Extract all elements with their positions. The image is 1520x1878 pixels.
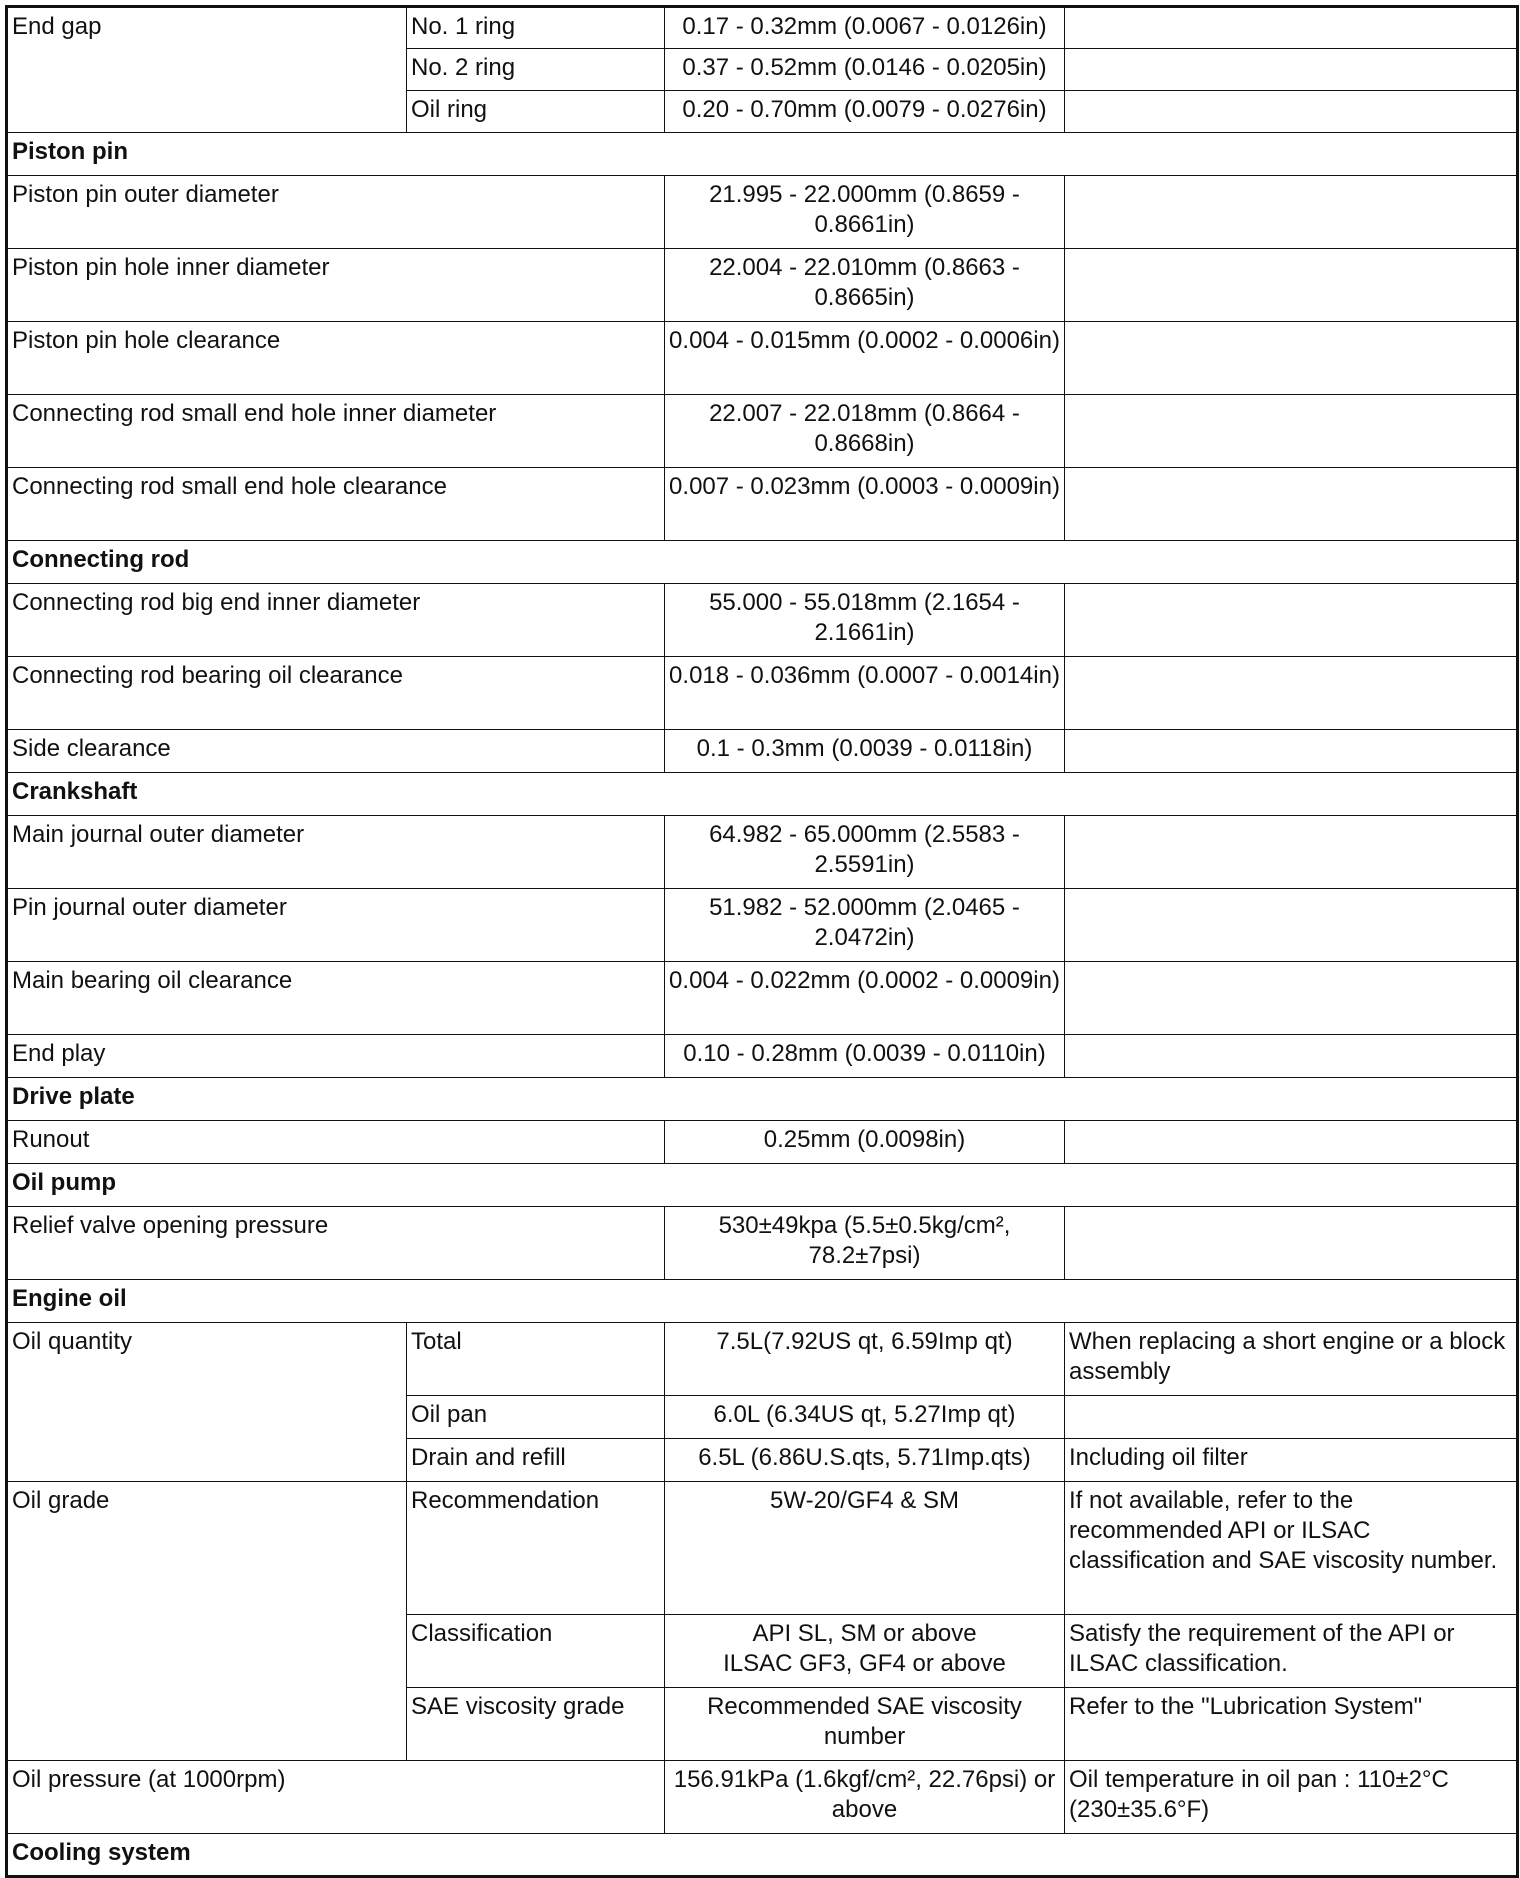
spec-note: Oil temperature in oil pan : 110±2°C (230±35.6°F)	[1065, 1761, 1518, 1834]
table-row	[7, 176, 1518, 249]
sub-label: Total	[407, 1323, 665, 1396]
spec-note	[1065, 584, 1518, 657]
sub-label: Classification	[407, 1615, 665, 1688]
sub-label: Oil pan	[407, 1396, 665, 1439]
table-row	[7, 1323, 1518, 1396]
row-label: Main bearing oil clearance	[7, 962, 665, 1035]
spec-value: 530±49kpa (5.5±0.5kg/cm², 78.2±7psi)	[665, 1207, 1065, 1280]
row-label: Pin journal outer diameter	[7, 889, 665, 962]
table-row	[7, 322, 1518, 395]
section-title-engine-oil: Engine oil	[7, 1280, 1518, 1323]
table-row	[7, 889, 1518, 962]
table-row	[7, 657, 1518, 730]
spec-value: 156.91kPa (1.6kgf/cm², 22.76psi) or above	[665, 1761, 1065, 1834]
spec-value: 0.37 - 0.52mm (0.0146 - 0.0205in)	[665, 49, 1065, 91]
spec-value-line: API SL, SM or above	[752, 1620, 977, 1647]
sub-label: SAE viscosity grade	[407, 1688, 665, 1761]
spec-value: 0.17 - 0.32mm (0.0067 - 0.0126in)	[665, 7, 1065, 49]
row-label: End gap	[7, 7, 407, 133]
spec-value: 0.018 - 0.036mm (0.0007 - 0.0014in)	[665, 657, 1065, 730]
spec-value: 55.000 - 55.018mm (2.1654 - 2.1661in)	[665, 584, 1065, 657]
spec-note	[1065, 322, 1518, 395]
sub-label: Recommendation	[407, 1482, 665, 1615]
row-label: Runout	[7, 1121, 665, 1164]
table-row	[7, 1761, 1518, 1834]
sub-label: Drain and refill	[407, 1439, 665, 1482]
spec-value: 0.1 - 0.3mm (0.0039 - 0.0118in)	[665, 730, 1065, 773]
table-row	[7, 249, 1518, 322]
spec-value: 22.004 - 22.010mm (0.8663 - 0.8665in)	[665, 249, 1065, 322]
spec-note	[1065, 1396, 1518, 1439]
spec-sheet	[5, 5, 1516, 1866]
row-label: Oil quantity	[7, 1323, 407, 1482]
spec-note	[1065, 468, 1518, 541]
spec-value-line: ILSAC GF3, GF4 or above	[723, 1650, 1006, 1677]
spec-note	[1065, 816, 1518, 889]
table-row	[7, 730, 1518, 773]
spec-note	[1065, 249, 1518, 322]
row-label: Side clearance	[7, 730, 665, 773]
section-row	[7, 1280, 1518, 1323]
section-row	[7, 1078, 1518, 1121]
table-row	[7, 468, 1518, 541]
row-label: Main journal outer diameter	[7, 816, 665, 889]
row-label: Piston pin outer diameter	[7, 176, 665, 249]
spec-note	[1065, 889, 1518, 962]
spec-value: 6.0L (6.34US qt, 5.27Imp qt)	[665, 1396, 1065, 1439]
spec-note	[1065, 49, 1518, 91]
table-row	[7, 1121, 1518, 1164]
spec-note	[1065, 730, 1518, 773]
table-row	[7, 1207, 1518, 1280]
spec-note: If not available, refer to the recommended API or ILSAC classification and SAE viscosity number.	[1065, 1482, 1518, 1615]
row-label: Connecting rod small end hole clearance	[7, 468, 665, 541]
row-label: End play	[7, 1035, 665, 1078]
sub-label: Oil ring	[407, 91, 665, 133]
section-row	[7, 541, 1518, 584]
spec-value: 21.995 - 22.000mm (0.8659 - 0.8661in)	[665, 176, 1065, 249]
sub-label: No. 1 ring	[407, 7, 665, 49]
table-row	[7, 962, 1518, 1035]
section-title-cooling-system: Cooling system	[7, 1834, 1518, 1877]
spec-note	[1065, 176, 1518, 249]
spec-note	[1065, 1207, 1518, 1280]
spec-note	[1065, 1035, 1518, 1078]
spec-note	[1065, 91, 1518, 133]
table-row	[7, 816, 1518, 889]
table-row	[7, 7, 1518, 49]
spec-value: 7.5L(7.92US qt, 6.59Imp qt)	[665, 1323, 1065, 1396]
table-row	[7, 1035, 1518, 1078]
row-label: Connecting rod small end hole inner diameter	[7, 395, 665, 468]
row-label: Oil grade	[7, 1482, 407, 1761]
section-title-crankshaft: Crankshaft	[7, 773, 1518, 816]
section-row	[7, 773, 1518, 816]
spec-value: 0.004 - 0.022mm (0.0002 - 0.0009in)	[665, 962, 1065, 1035]
spec-note: Including oil filter	[1065, 1439, 1518, 1482]
spec-value: 0.20 - 0.70mm (0.0079 - 0.0276in)	[665, 91, 1065, 133]
spec-note: Refer to the "Lubrication System"	[1065, 1688, 1518, 1761]
spec-value: Recommended SAE viscosity number	[665, 1688, 1065, 1761]
spec-table	[5, 5, 1519, 1878]
spec-note	[1065, 7, 1518, 49]
spec-note	[1065, 395, 1518, 468]
row-label: Connecting rod bearing oil clearance	[7, 657, 665, 730]
spec-value: 0.007 - 0.023mm (0.0003 - 0.0009in)	[665, 468, 1065, 541]
spec-value: 64.982 - 65.000mm (2.5583 - 2.5591in)	[665, 816, 1065, 889]
table-row	[7, 395, 1518, 468]
spec-value: 22.007 - 22.018mm (0.8664 - 0.8668in)	[665, 395, 1065, 468]
spec-value: 0.004 - 0.015mm (0.0002 - 0.0006in)	[665, 322, 1065, 395]
section-title-piston-pin: Piston pin	[7, 133, 1518, 176]
spec-value: 0.10 - 0.28mm (0.0039 - 0.0110in)	[665, 1035, 1065, 1078]
row-label: Connecting rod big end inner diameter	[7, 584, 665, 657]
spec-note: When replacing a short engine or a block assembly	[1065, 1323, 1518, 1396]
spec-value: 51.982 - 52.000mm (2.0465 - 2.0472in)	[665, 889, 1065, 962]
spec-value	[665, 1615, 1065, 1688]
section-row	[7, 1834, 1518, 1877]
spec-note	[1065, 657, 1518, 730]
spec-note: Satisfy the requirement of the API or ILSAC classification.	[1065, 1615, 1518, 1688]
section-title-oil-pump: Oil pump	[7, 1164, 1518, 1207]
row-label: Relief valve opening pressure	[7, 1207, 665, 1280]
table-row	[7, 1482, 1518, 1615]
row-label: Piston pin hole clearance	[7, 322, 665, 395]
section-title-drive-plate: Drive plate	[7, 1078, 1518, 1121]
row-label: Oil pressure (at 1000rpm)	[7, 1761, 665, 1834]
section-title-connecting-rod: Connecting rod	[7, 541, 1518, 584]
spec-note	[1065, 962, 1518, 1035]
spec-note	[1065, 1121, 1518, 1164]
sub-label: No. 2 ring	[407, 49, 665, 91]
spec-value: 0.25mm (0.0098in)	[665, 1121, 1065, 1164]
table-row	[7, 584, 1518, 657]
spec-value: 5W-20/GF4 & SM	[665, 1482, 1065, 1615]
row-label: Piston pin hole inner diameter	[7, 249, 665, 322]
section-row	[7, 1164, 1518, 1207]
spec-value: 6.5L (6.86U.S.qts, 5.71Imp.qts)	[665, 1439, 1065, 1482]
section-row	[7, 133, 1518, 176]
